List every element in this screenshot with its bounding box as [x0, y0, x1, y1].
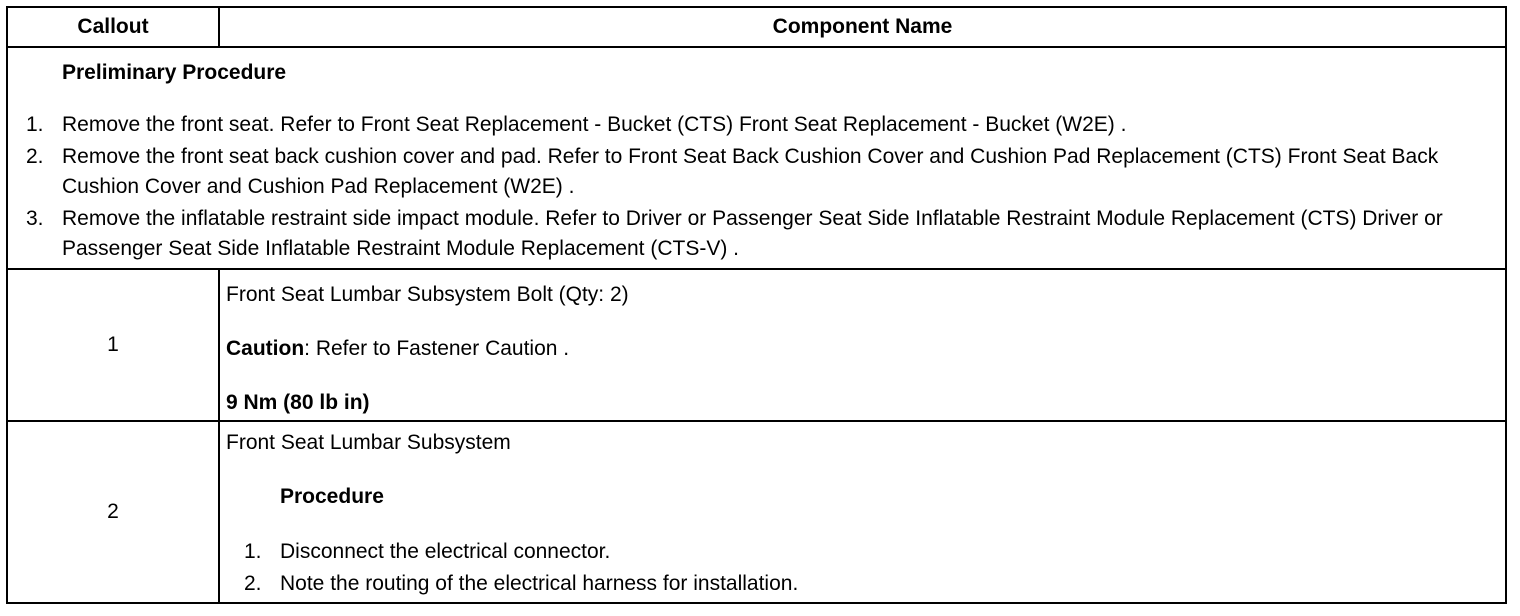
table-row — [7, 421, 1506, 603]
list-item — [8, 204, 1505, 264]
preliminary-procedure-title: Preliminary Procedure — [62, 61, 287, 84]
component-cell — [219, 421, 1506, 603]
step-number: 2. — [244, 572, 262, 595]
caution-line — [226, 334, 1505, 364]
preliminary-row — [7, 47, 1506, 269]
procedure-title: Procedure — [280, 485, 384, 508]
component-name: Front Seat Lumbar Subsystem — [226, 431, 511, 454]
step-text: Disconnect the electrical connector. — [280, 540, 611, 563]
list-item — [226, 536, 1505, 568]
component-name-header: Component Name — [219, 7, 1506, 47]
component-cell — [219, 269, 1506, 421]
step-text: Remove the front seat back cushion cover and pad. Refer to Front Seat Back Cushion Cover and Cushion Pad Replacement (CTS) Front Seat Back Cushion Cover and Cushion Pad Replacement (W2E) . — [62, 145, 1439, 198]
caution-text: : Refer to Fastener Caution . — [304, 337, 570, 360]
step-number: 1. — [244, 540, 262, 563]
step-text: Note the routing of the electrical harness for installation. — [280, 572, 799, 595]
callout-cell: 2 — [7, 421, 219, 603]
step-text: Remove the inflatable restraint side impact module. Refer to Driver or Passenger Seat Side Inflatable Restraint Module Replacement (CTS) Driver or Passenger Seat Side Inflatable Restraint Module Replacement (CTS-V) . — [62, 207, 1443, 260]
header-row — [7, 7, 1506, 47]
preliminary-procedure-cell — [7, 47, 1506, 269]
step-number: 1. — [26, 113, 44, 136]
callout-header: Callout — [7, 7, 219, 47]
torque-spec: 9 Nm (80 lb in) — [226, 391, 370, 414]
step-number: 3. — [26, 207, 44, 230]
list-item — [8, 142, 1505, 202]
step-text: Remove the front seat. Refer to Front Seat Replacement - Bucket (CTS) Front Seat Replacement - Bucket (W2E) . — [62, 113, 1127, 136]
preliminary-steps-list — [8, 110, 1505, 264]
list-item — [226, 568, 1505, 600]
component-table — [6, 6, 1507, 604]
component-name: Front Seat Lumbar Subsystem Bolt (Qty: 2) — [226, 283, 629, 306]
table-row — [7, 269, 1506, 421]
callout-cell: 1 — [7, 269, 219, 421]
list-item — [8, 110, 1505, 140]
procedure-steps-list — [226, 536, 1505, 600]
caution-label: Caution — [226, 337, 305, 360]
step-number: 2. — [26, 145, 44, 168]
